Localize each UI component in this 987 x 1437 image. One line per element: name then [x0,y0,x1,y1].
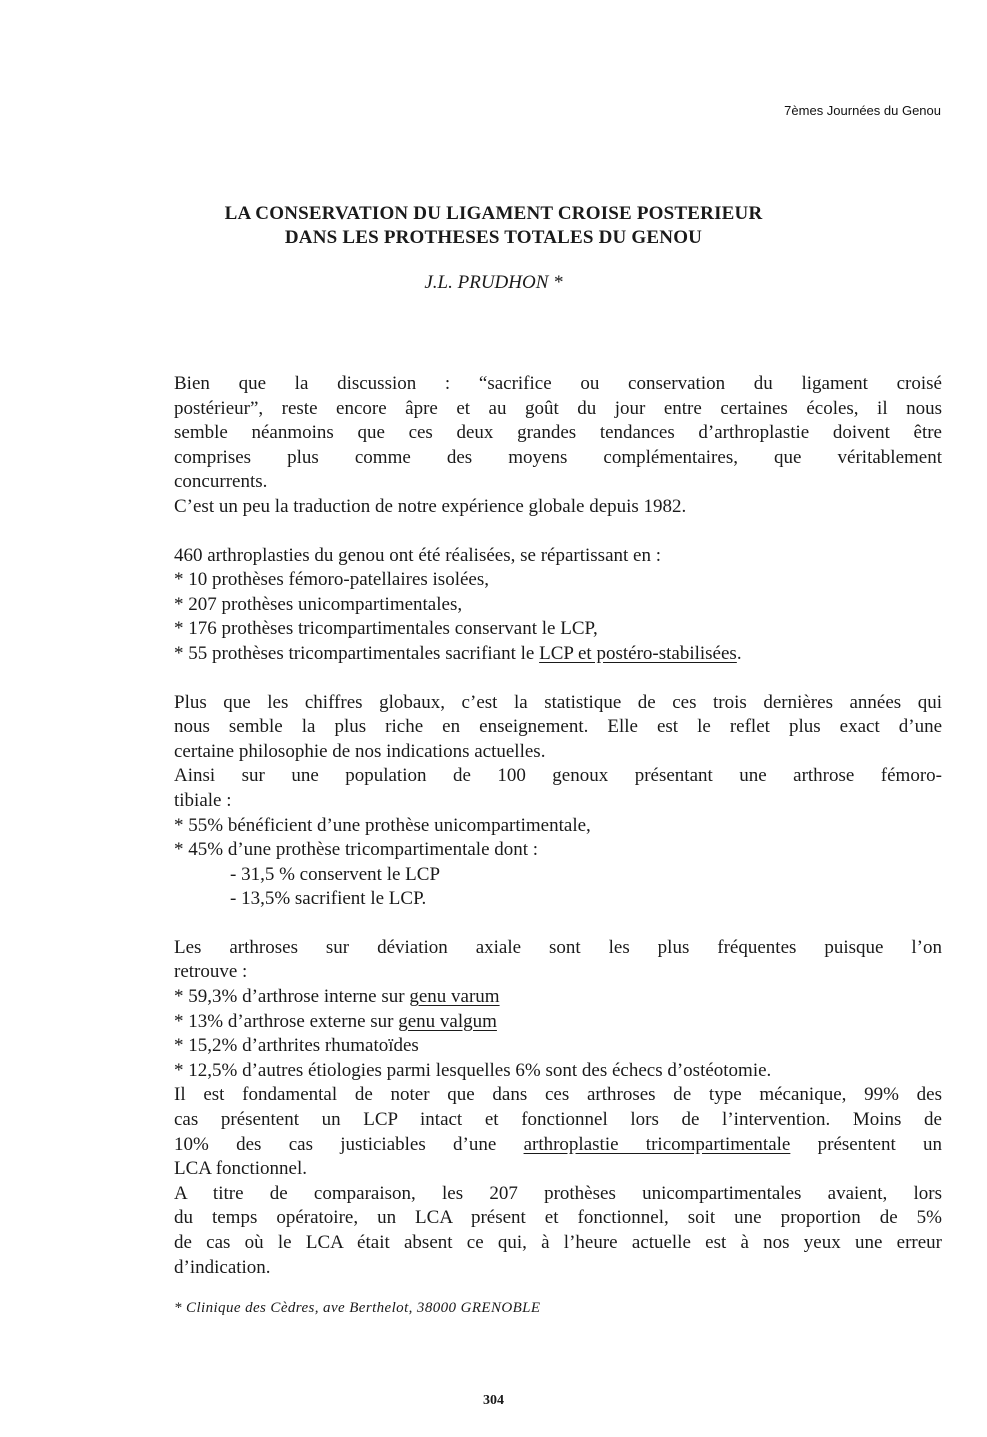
list-item: * 55 prothèses tricompartimentales sacrifiant le LCP et postéro-stabilisées. [174,642,742,664]
sub-item: - 13,5% sacrifient le LCP. [230,888,427,910]
author: J.L. PRUDHON * [424,272,563,293]
title-line-1: LA CONSERVATION DU LIGAMENT CROISE POSTERIEUR [224,203,763,224]
text-line: comprises plus comme des moyens complémentaires, que véritablement [174,446,942,468]
underlined-text: arthroplastie tricompartimentale [523,1133,791,1155]
text-line: d’indication. [174,1256,271,1278]
list-item: * 45% d’une prothèse tricompartimentale dont : [174,839,539,861]
underlined-text: LCP et postéro-stabilisées [539,642,737,664]
text-line: nous semble la plus riche en enseignement. Elle est le reflet plus exact d’une [174,716,942,738]
page-number: 304 [483,1393,504,1408]
text-line: de cas où le LCA était absent ce qui, à l’heure actuelle est à nos yeux une erreur [174,1232,942,1253]
list-item: * 13% d’arthrose externe sur genu valgum [174,1010,497,1032]
running-header: 7èmes Journées du Genou [784,103,941,118]
list-item: * 207 prothèses unicompartimentales, [174,593,463,615]
text-line: Ainsi sur une population de 100 genoux présentant une arthrose fémoro- [174,765,942,787]
text-line: semble néanmoins que ces deux grandes tendances d’arthroplastie doivent être [174,422,942,444]
footnote: * Clinique des Cèdres, ave Berthelot, 38000 GRENOBLE [174,1300,541,1316]
text-line: tibiale : [174,789,232,811]
text-line: LCA fonctionnel. [174,1158,307,1180]
text-line: concurrents. [174,471,268,493]
text-line: Les arthroses sur déviation axiale sont les plus fréquentes puisque l’on [174,936,942,958]
underlined-text: genu varum [409,986,500,1008]
list-item: * 10 prothèses fémoro-patellaires isolées, [174,569,489,591]
text-line: cas présentent un LCP intact et fonctionnel lors de l’intervention. Moins de [174,1109,942,1131]
text-line: Plus que les chiffres globaux, c’est la statistique de ces trois dernières années qui [174,691,942,713]
list-item: * 55% bénéficient d’une prothèse unicompartimentale, [174,814,591,836]
text-line: C’est un peu la traduction de notre expérience globale depuis 1982. [174,495,687,517]
article-title [0,202,987,250]
text-line: 10% des cas justiciables d’une arthroplastie tricompartimentale présentent un [174,1133,942,1155]
underlined-text: genu valgum [398,1010,497,1032]
text-line: certaine philosophie de nos indications actuelles. [174,740,546,762]
list-item: * 15,2% d’arthrites rhumatoïdes [174,1035,419,1057]
list-item: * 12,5% d’autres étiologies parmi lesquelles 6% sont des échecs d’ostéotomie. [174,1059,772,1081]
text-line: A titre de comparaison, les 207 prothèses unicompartimentales avaient, lors [174,1182,942,1204]
text-line: postérieur”, reste encore âpre et au goût du jour entre certaines écoles, il nous [174,397,942,419]
title-line-2: DANS LES PROTHESES TOTALES DU GENOU [284,227,703,248]
text-line: Bien que la discussion : “sacrifice ou conservation du ligament croisé [174,373,942,394]
list-item: * 176 prothèses tricompartimentales conservant le LCP, [174,618,598,640]
text-line: 460 arthroplasties du genou ont été réalisées, se répartissant en : [174,544,661,566]
sub-item: - 31,5 % conservent le LCP [230,863,441,885]
list-item: * 59,3% d’arthrose interne sur genu varum [174,986,500,1008]
text-line: retrouve : [174,961,248,983]
article-body [174,372,942,1280]
text-line: du temps opératoire, un LCA présent et fonctionnel, soit une proportion de 5% [174,1207,942,1229]
text-line: Il est fondamental de noter que dans ces arthroses de type mécanique, 99% des [174,1084,942,1106]
